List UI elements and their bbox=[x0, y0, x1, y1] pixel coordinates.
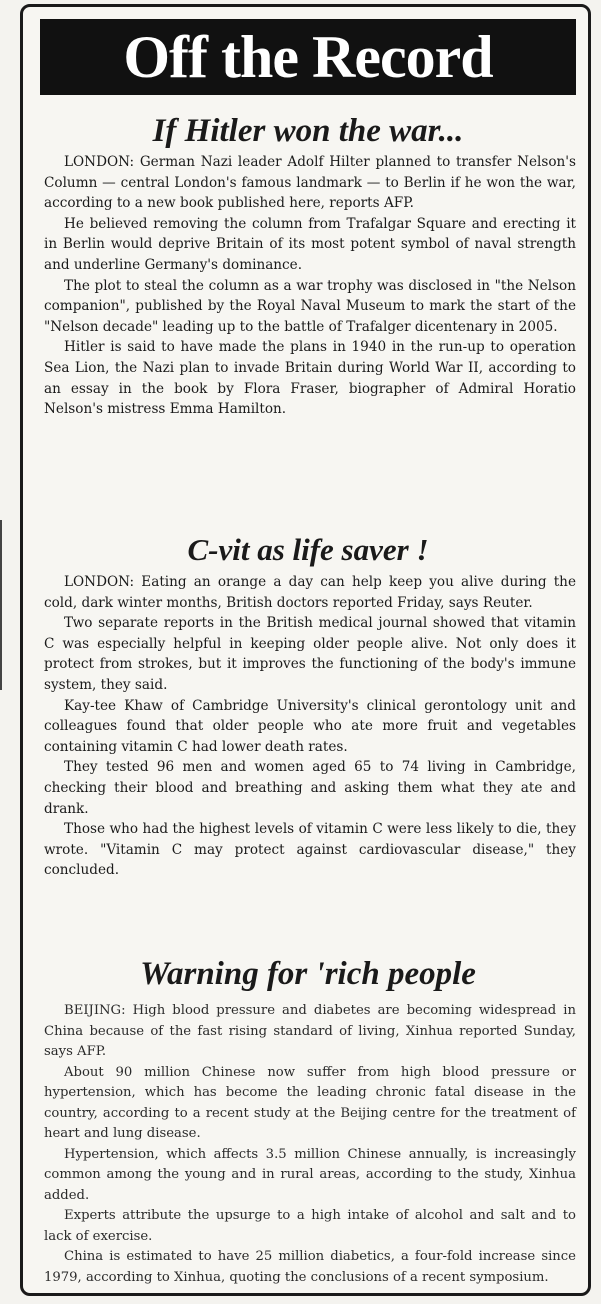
story-paragraph: He believed removing the column from Trafalgar Square and erecting it in Berlin would deprive Britain of its most potent symbol of naval strength and underline Germany's dominance. bbox=[44, 215, 576, 273]
story-headline-hitler: If Hitler won the war... bbox=[152, 113, 464, 149]
story-paragraph: Those who had the highest levels of vitamin C were less likely to die, they wrote. "Vitamin C may protect against cardiovascular disease," they concluded. bbox=[44, 821, 576, 879]
story-paragraph: Kay-tee Khaw of Cambridge University's clinical gerontology unit and colleagues found that older people who ate more fruit and vegetables containing vitamin C had lower death rates. bbox=[44, 697, 576, 755]
story-paragraph: LONDON: German Nazi leader Adolf Hilter planned to transfer Nelson's Column — central London's famous landmark — to Berlin if he won the war, according to a new book published here, reports AFP. bbox=[44, 154, 576, 212]
story-body-hitler bbox=[44, 152, 576, 420]
story-paragraph: They tested 96 men and women aged 65 to 74 living in Cambridge, checking their blood and breathing and asking them what they ate and drank. bbox=[44, 759, 576, 817]
story-headline-cvit: C-vit as life saver ! bbox=[187, 532, 429, 567]
page-edge-mark bbox=[0, 520, 10, 690]
story-paragraph: About 90 million Chinese now suffer from high blood pressure or hypertension, which has become the leading chronic fatal disease in the country, according to a recent study at the Beijing centre for the treatment of heart and lung disease. bbox=[44, 1064, 576, 1141]
story-paragraph: Hitler is said to have made the plans in 1940 in the run-up to operation Sea Lion, the Nazi plan to invade Britain during World War II, according to an essay in the book by Flora Fraser, biographer of Admiral Horatio Nelson's mistress Emma Hamilton. bbox=[44, 339, 576, 418]
story-paragraph: BEIJING: High blood pressure and diabetes are becoming widespread in China because of the fast rising standard of living, Xinhua reported Sunday, says AFP. bbox=[44, 1003, 576, 1059]
story-headline-warning: Warning for 'rich people bbox=[140, 956, 476, 992]
story-paragraph: The plot to steal the column as a war trophy was disclosed in "the Nelson companion", published by the Royal Naval Museum to mark the start of the "Nelson decade" leading up to the battle of Trafalger dicentenary in 2005. bbox=[44, 277, 576, 335]
story-paragraph: China is estimated to have 25 million diabetics, a four-fold increase since 1979, according to Xinhua, quoting the conclusions of a recent symposium. bbox=[44, 1249, 576, 1285]
story-paragraph: Two separate reports in the British medical journal showed that vitamin C was especially helpful in keeping older people alive. Not only does it protect from strokes, but it improves the functioning of the body's immune system, they said. bbox=[44, 615, 576, 693]
masthead-title: Off the Record bbox=[123, 24, 493, 90]
story-paragraph: LONDON: Eating an orange a day can help keep you alive during the cold, dark winter months, British doctors reported Friday, says Reuter. bbox=[44, 574, 576, 611]
story-paragraph: Experts attribute the upsurge to a high intake of alcohol and salt and to lack of exercise. bbox=[44, 1208, 576, 1244]
story-body-cvit bbox=[44, 572, 576, 881]
masthead-banner bbox=[40, 19, 576, 95]
story-paragraph: Hypertension, which affects 3.5 million Chinese annually, is increasingly common among the young and in rural areas, according to the study, Xinhua added. bbox=[44, 1146, 576, 1203]
story-body-warning bbox=[44, 1001, 576, 1288]
